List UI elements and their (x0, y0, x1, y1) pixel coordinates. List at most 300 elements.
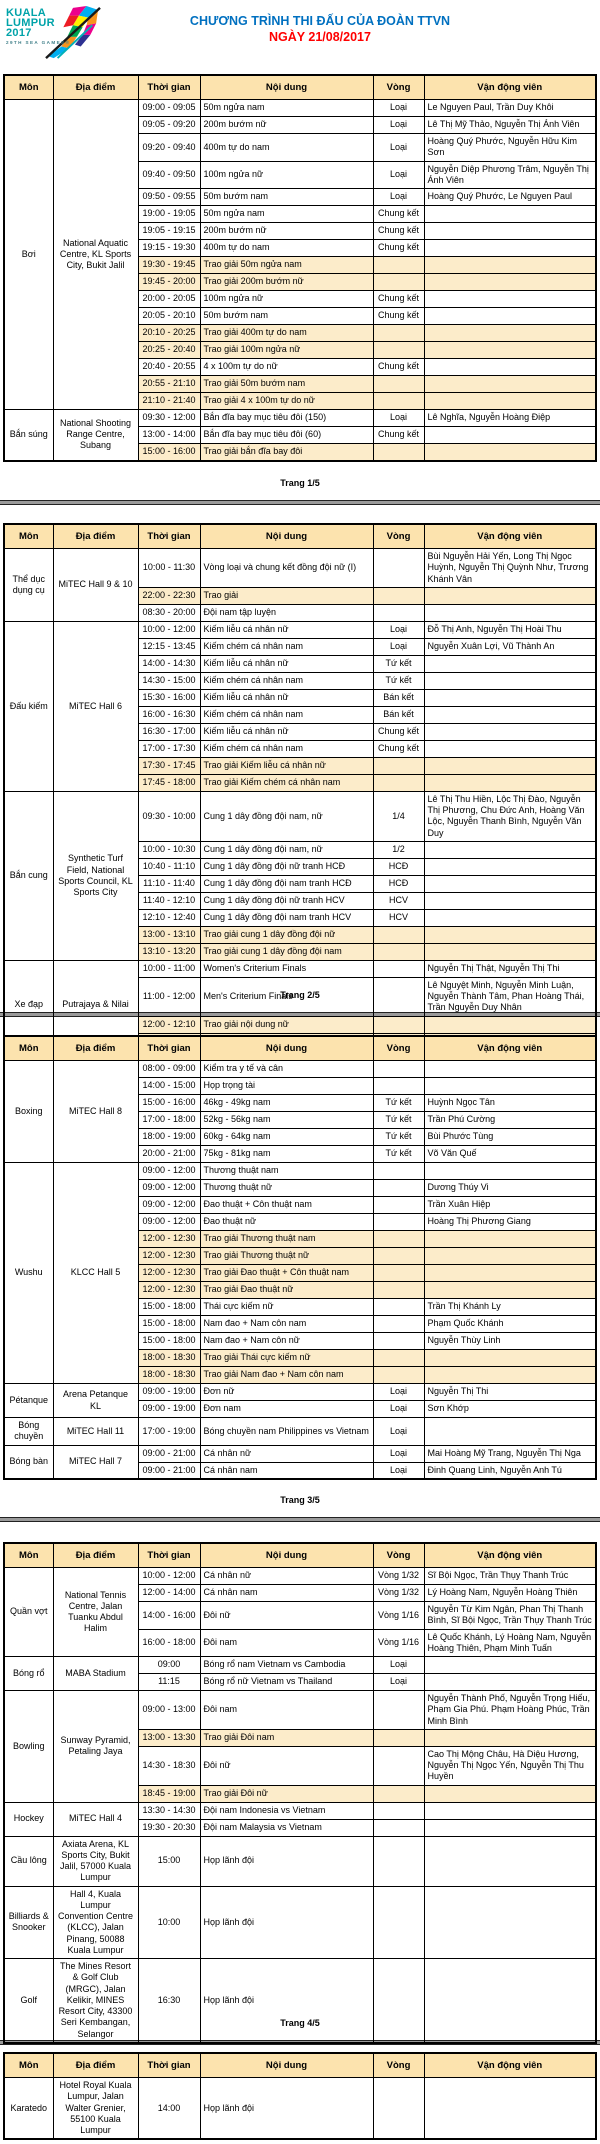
venue-cell: Hotel Royal Kuala Lumpur, Jalan Walter Grenier, 55100 Kuala Lumpur (53, 2078, 138, 2140)
round-cell (373, 325, 424, 342)
time-cell: 20:55 - 21:10 (138, 376, 200, 393)
event-cell: Họp lãnh đội (200, 1836, 373, 1886)
event-cell: Trao giải bắn đĩa bay đôi (200, 444, 373, 461)
athletes-cell: Đinh Quang Linh, Nguyễn Anh Tú (424, 1462, 596, 1479)
round-cell: Chung kết (373, 206, 424, 223)
time-cell: 10:00 - 10:30 (138, 841, 200, 858)
round-cell (373, 1163, 424, 1180)
time-cell: 10:00 - 12:00 (138, 1568, 200, 1585)
time-cell: 09:00 - 12:00 (138, 1163, 200, 1180)
time-cell: 19:30 - 19:45 (138, 257, 200, 274)
athletes-cell (424, 325, 596, 342)
time-cell: 12:15 - 13:45 (138, 638, 200, 655)
round-cell: Loại (373, 1418, 424, 1446)
athletes-cell (424, 892, 596, 909)
sport-cell: Golf (4, 1959, 53, 2043)
event-cell: 100m ngửa nữ (200, 291, 373, 308)
athletes-cell: Lý Hoàng Nam, Nguyễn Hoàng Thiên (424, 1585, 596, 1602)
venue-cell: MiTEC Hall 9 & 10 (53, 549, 138, 622)
round-cell (373, 1350, 424, 1367)
header-row (4, 2053, 596, 2078)
time-cell: 13:00 - 13:30 (138, 1729, 200, 1746)
time-cell: 21:10 - 21:40 (138, 393, 200, 410)
event-cell: Bóng rổ nữ Vietnam vs Thailand (200, 1674, 373, 1691)
schedule-table-1 (3, 74, 597, 462)
round-cell: Chung kết (373, 308, 424, 325)
time-cell: 12:00 - 12:30 (138, 1231, 200, 1248)
event-cell: Cung 1 dây đồng đội nam, nữ (200, 841, 373, 858)
round-cell (373, 1316, 424, 1333)
column-header: Môn (4, 2053, 53, 2078)
sport-cell: Karatedo (4, 2078, 53, 2140)
time-cell: 10:00 - 12:00 (138, 621, 200, 638)
pages-container (0, 72, 600, 2144)
event-cell: 50m bướm nam (200, 189, 373, 206)
athletes-cell (424, 841, 596, 858)
time-cell: 20:00 - 20:05 (138, 291, 200, 308)
round-cell (373, 1746, 424, 1785)
table-row (4, 1384, 596, 1401)
athletes-cell (424, 1674, 596, 1691)
athletes-cell (424, 1418, 596, 1446)
schedule-table-2 (3, 523, 597, 1051)
round-cell (373, 393, 424, 410)
round-cell: Loại (373, 161, 424, 189)
time-cell: 15:00 - 16:00 (138, 444, 200, 461)
sport-cell: Bắn súng (4, 410, 53, 461)
time-cell: 09:05 - 09:20 (138, 117, 200, 134)
event-cell: Trao giải Thương thuật nữ (200, 1248, 373, 1265)
time-cell: 11:15 (138, 1674, 200, 1691)
round-cell (373, 1180, 424, 1197)
table-row (4, 1568, 596, 1585)
event-cell: Trao giải Đao thuật + Côn thuật nam (200, 1265, 373, 1282)
event-cell: Men's Criterium Finals (200, 977, 373, 1016)
event-cell: Trao giải (200, 587, 373, 604)
time-cell: 13:00 - 13:10 (138, 926, 200, 943)
event-cell: Đơn nữ (200, 1384, 373, 1401)
round-cell (373, 1819, 424, 1836)
event-cell: Trao giải 100m ngửa nữ (200, 342, 373, 359)
athletes-cell: Trần Phú Cường (424, 1112, 596, 1129)
event-cell: Trao giải Đao thuật nữ (200, 1282, 373, 1299)
event-cell: Họp lãnh đội (200, 2078, 373, 2140)
round-cell: Chung kết (373, 240, 424, 257)
athletes-cell: Hoàng Thị Phương Giang (424, 1214, 596, 1231)
column-header: Địa điểm (53, 1543, 138, 1568)
event-cell: Đôi nữ (200, 1602, 373, 1630)
schedule-page-1 (0, 72, 600, 500)
athletes-cell: Le Nguyen Paul, Trần Duy Khôi (424, 100, 596, 117)
athletes-cell (424, 223, 596, 240)
time-cell: 15:00 - 18:00 (138, 1299, 200, 1316)
event-cell: 400m tự do nam (200, 240, 373, 257)
athletes-cell (424, 1078, 596, 1095)
logo-line3: 2017 (6, 27, 32, 39)
sport-cell: Bóng rổ (4, 1657, 53, 1691)
athletes-cell (424, 240, 596, 257)
event-cell: Trao giải 400m tự do nam (200, 325, 373, 342)
athletes-cell (424, 587, 596, 604)
round-cell: Chung kết (373, 427, 424, 444)
athletes-cell (424, 291, 596, 308)
round-cell (373, 1299, 424, 1316)
event-cell: Trao giải 50m ngửa nam (200, 257, 373, 274)
time-cell: 12:00 - 12:30 (138, 1265, 200, 1282)
time-cell: 16:00 - 18:00 (138, 1629, 200, 1657)
round-cell: Loại (373, 410, 424, 427)
event-cell: Đội nam tập luyện (200, 604, 373, 621)
round-cell: Vòng 1/32 (373, 1585, 424, 1602)
event-cell: Thái cực kiếm nữ (200, 1299, 373, 1316)
athletes-cell: Nguyễn Thị Thi (424, 1384, 596, 1401)
athletes-cell (424, 943, 596, 960)
time-cell: 09:00 (138, 1657, 200, 1674)
sport-cell: Bơi (4, 100, 53, 410)
round-cell (373, 943, 424, 960)
column-header: Vòng (373, 2053, 424, 2078)
athletes-cell: Lê Nghĩa, Nguyễn Hoàng Điệp (424, 410, 596, 427)
event-cell: Vòng loại và chung kết đồng đội nữ (I) (200, 549, 373, 588)
time-cell: 17:45 - 18:00 (138, 774, 200, 791)
athletes-cell (424, 359, 596, 376)
event-cell: Cung 1 dây đồng đội nam tranh HCĐ (200, 875, 373, 892)
round-cell: Vòng 1/32 (373, 1568, 424, 1585)
athletes-cell (424, 672, 596, 689)
column-header: Nội dung (200, 1543, 373, 1568)
time-cell: 19:30 - 20:30 (138, 1819, 200, 1836)
time-cell: 18:00 - 18:30 (138, 1350, 200, 1367)
logo-line1: KUALA (6, 7, 46, 19)
athletes-cell: Trần Xuân Hiệp (424, 1197, 596, 1214)
time-cell: 17:30 - 17:45 (138, 757, 200, 774)
table-row (4, 410, 596, 427)
athletes-cell (424, 342, 596, 359)
athletes-cell: Nguyễn Xuân Lợi, Vũ Thành An (424, 638, 596, 655)
venue-cell: The Mines Resort & Golf Club (MRGC), Jalan Kelikir, MINES Resort City, 43300 Seri Kembangan, Selangor (53, 1959, 138, 2043)
time-cell: 10:40 - 11:10 (138, 858, 200, 875)
athletes-cell (424, 655, 596, 672)
athletes-cell: Hoàng Quý Phước, Nguyễn Hữu Kim Sơn (424, 134, 596, 162)
round-cell: HCV (373, 909, 424, 926)
round-cell: Tứ kết (373, 672, 424, 689)
column-header: Môn (4, 1036, 53, 1061)
athletes-cell: Nguyễn Thị Thật, Nguyễn Thị Thi (424, 960, 596, 977)
round-cell: Loại (373, 621, 424, 638)
event-cell: 200m bướm nữ (200, 117, 373, 134)
athletes-cell (424, 1265, 596, 1282)
event-cell: Trao giải cung 1 dây đồng đội nữ (200, 926, 373, 943)
column-header: Địa điểm (53, 2053, 138, 2078)
round-cell (373, 376, 424, 393)
document-header (0, 0, 600, 72)
table-row (4, 100, 596, 117)
athletes-cell: Sơn Khớp (424, 1401, 596, 1418)
athletes-cell (424, 858, 596, 875)
athletes-cell (424, 1886, 596, 1959)
event-cell: Thương thuật nữ (200, 1180, 373, 1197)
time-cell: 13:00 - 14:00 (138, 427, 200, 444)
document-date: NGÀY 21/08/2017 (269, 30, 371, 44)
table-row (4, 549, 596, 588)
event-cell: Đao thuật nữ (200, 1214, 373, 1231)
event-cell: Kiếm liễu cá nhân nữ (200, 723, 373, 740)
table-row (4, 1657, 596, 1674)
athletes-cell (424, 875, 596, 892)
round-cell (373, 1265, 424, 1282)
schedule-page-5 (0, 2045, 600, 2144)
athletes-cell: Lê Thị Thu Hiền, Lộc Thị Đào, Nguyễn Thị Phương, Chu Đức Anh, Hoàng Văn Lộc, Nguyễn Thanh Bình, Nguyễn Văn Duy (424, 791, 596, 841)
event-cell: Nam đao + Nam côn nữ (200, 1333, 373, 1350)
venue-cell: Hall 4, Kuala Lumpur Convention Centre (KLCC), Jalan Pinang, 50088 Kuala Lumpur (53, 1886, 138, 1959)
venue-cell: KLCC Hall 5 (53, 1163, 138, 1384)
time-cell: 10:00 - 11:00 (138, 960, 200, 977)
sport-cell: Billiards & Snooker (4, 1886, 53, 1959)
event-cell: Trao giải cung 1 dây đồng đội nam (200, 943, 373, 960)
athletes-cell (424, 774, 596, 791)
athletes-cell (424, 1785, 596, 1802)
event-cell: 75kg - 81kg nam (200, 1146, 373, 1163)
round-cell (373, 1691, 424, 1730)
round-cell (373, 1367, 424, 1384)
venue-cell: Axiata Arena, KL Sports City, Bukit Jalil, 57000 Kuala Lumpur (53, 1836, 138, 1886)
time-cell: 08:30 - 20:00 (138, 604, 200, 621)
round-cell: Loại (373, 134, 424, 162)
event-cell: Kiếm chém cá nhân nam (200, 706, 373, 723)
athletes-cell: Mai Hoàng Mỹ Trang, Nguyễn Thị Nga (424, 1445, 596, 1462)
athletes-cell: Bùi Phước Tùng (424, 1129, 596, 1146)
logo-text (6, 8, 126, 38)
athletes-cell: Đỗ Thị Anh, Nguyễn Thị Hoài Thu (424, 621, 596, 638)
athletes-cell (424, 1729, 596, 1746)
athletes-cell: Lê Nguyệt Minh, Nguyễn Minh Luận, Nguyễn Thành Tâm, Phan Hoàng Thái, Trần Nguyễn Duy Nhân (424, 977, 596, 1016)
athletes-cell (424, 706, 596, 723)
event-cell: 60kg - 64kg nam (200, 1129, 373, 1146)
column-header: Nội dung (200, 2053, 373, 2078)
round-cell: Loại (373, 189, 424, 206)
athletes-cell: Nguyễn Diệp Phương Trâm, Nguyễn Thị Ánh Viên (424, 161, 596, 189)
event-cell: 400m tự do nam (200, 134, 373, 162)
venue-cell: National Aquatic Centre, KL Sports City, Bukit Jalil (53, 100, 138, 410)
round-cell: Chung kết (373, 223, 424, 240)
event-cell: Trao giải 4 x 100m tự do nữ (200, 393, 373, 410)
table-row (4, 1802, 596, 1819)
athletes-cell (424, 1959, 596, 2043)
time-cell: 09:00 - 12:00 (138, 1197, 200, 1214)
athletes-cell: Võ Văn Quế (424, 1146, 596, 1163)
venue-cell: MABA Stadium (53, 1657, 138, 1691)
event-cell: Trao giải Đôi nam (200, 1729, 373, 1746)
time-cell: 09:00 - 21:00 (138, 1445, 200, 1462)
time-cell: 18:00 - 19:00 (138, 1129, 200, 1146)
time-cell: 09:00 - 09:05 (138, 100, 200, 117)
time-cell: 12:00 - 12:10 (138, 1016, 200, 1033)
event-cell: Trao giải Thái cực kiếm nữ (200, 1350, 373, 1367)
page-number: Trang 4/5 (280, 2018, 320, 2028)
event-cell: Bóng rổ nam Vietnam vs Cambodia (200, 1657, 373, 1674)
athletes-cell (424, 1350, 596, 1367)
round-cell (373, 1282, 424, 1299)
round-cell (373, 444, 424, 461)
table-row (4, 1886, 596, 1959)
schedule-table-5 (3, 2052, 597, 2140)
event-cell: Women's Criterium Finals (200, 960, 373, 977)
athletes-cell: Dương Thúy Vi (424, 1180, 596, 1197)
page-number: Trang 1/5 (280, 478, 320, 488)
round-cell (373, 342, 424, 359)
venue-cell: Synthetic Turf Field, National Sports Council, KL Sports City (53, 791, 138, 960)
column-header: Môn (4, 75, 53, 100)
event-cell: Trao giải Kiếm chém cá nhân nam (200, 774, 373, 791)
round-cell: Loại (373, 638, 424, 655)
round-cell (373, 604, 424, 621)
round-cell: Chung kết (373, 291, 424, 308)
athletes-cell (424, 740, 596, 757)
round-cell: Chung kết (373, 359, 424, 376)
round-cell: 1/4 (373, 791, 424, 841)
header-row (4, 524, 596, 549)
event-cell: 52kg - 56kg nam (200, 1112, 373, 1129)
sport-cell: Xe đạp (4, 960, 53, 1050)
athletes-cell (424, 689, 596, 706)
athletes-cell: Nguyễn Thùy Linh (424, 1333, 596, 1350)
time-cell: 15:00 - 18:00 (138, 1316, 200, 1333)
time-cell: 16:30 - 17:00 (138, 723, 200, 740)
round-cell (373, 1078, 424, 1095)
column-header: Vận động viên (424, 75, 596, 100)
event-cell: Cá nhân nam (200, 1462, 373, 1479)
time-cell: 12:10 - 12:40 (138, 909, 200, 926)
column-header: Thời gian (138, 75, 200, 100)
time-cell: 19:00 - 19:05 (138, 206, 200, 223)
schedule-table-4 (3, 1542, 597, 2044)
column-header: Vòng (373, 1036, 424, 1061)
event-cell: 46kg - 49kg nam (200, 1095, 373, 1112)
time-cell: 12:00 - 12:30 (138, 1248, 200, 1265)
round-cell: Bán kết (373, 706, 424, 723)
event-cell: 4 x 100m tự do nữ (200, 359, 373, 376)
round-cell (373, 1231, 424, 1248)
table-row (4, 791, 596, 841)
event-cell: Đội nam Indonesia vs Vietnam (200, 1802, 373, 1819)
time-cell: 20:05 - 20:10 (138, 308, 200, 325)
schedule-page-4 (0, 1522, 600, 2040)
time-cell: 20:10 - 20:25 (138, 325, 200, 342)
venue-cell: Putrajaya & Nilai (53, 960, 138, 1050)
round-cell: Vòng 1/16 (373, 1602, 424, 1630)
sport-cell: Bowling (4, 1691, 53, 1803)
event-cell: Cá nhân nữ (200, 1445, 373, 1462)
time-cell: 18:00 - 18:30 (138, 1367, 200, 1384)
time-cell: 11:00 - 12:00 (138, 977, 200, 1016)
round-cell (373, 1333, 424, 1350)
time-cell: 13:10 - 13:20 (138, 943, 200, 960)
event-cell: Bắn đĩa bay mục tiêu đôi (60) (200, 427, 373, 444)
round-cell (373, 1214, 424, 1231)
event-cell: Họp lãnh đội (200, 1959, 373, 2043)
page-number: Trang 3/5 (280, 1495, 320, 1505)
column-header: Thời gian (138, 524, 200, 549)
athletes-cell (424, 1163, 596, 1180)
round-cell (373, 757, 424, 774)
event-cell: Trao giải Nam đao + Nam côn nam (200, 1367, 373, 1384)
round-cell: HCĐ (373, 875, 424, 892)
athletes-cell (424, 308, 596, 325)
athletes-cell: Bùi Nguyễn Hải Yến, Long Thị Ngọc Huỳnh, Nguyễn Thị Quỳnh Như, Trương Khánh Vân (424, 549, 596, 588)
athletes-cell (424, 2078, 596, 2140)
event-cell: Họp trọng tài (200, 1078, 373, 1095)
table-row (4, 1061, 596, 1078)
time-cell: 16:30 (138, 1959, 200, 2043)
event-cell: Cung 1 dây đồng đội nam tranh HCV (200, 909, 373, 926)
athletes-cell: Lê Quốc Khánh, Lý Hoàng Nam, Nguyễn Hoàng Thiên, Phạm Minh Tuấn (424, 1629, 596, 1657)
athletes-cell (424, 1802, 596, 1819)
athletes-cell (424, 1231, 596, 1248)
athletes-cell: Cao Thị Mộng Châu, Hà Diệu Hương, Nguyễn Thị Ngọc Yến, Nguyễn Thị Thu Huyền (424, 1746, 596, 1785)
athletes-cell (424, 1367, 596, 1384)
sport-cell: Pétanque (4, 1384, 53, 1418)
round-cell: Tứ kết (373, 1129, 424, 1146)
round-cell (373, 1802, 424, 1819)
round-cell: Loại (373, 1674, 424, 1691)
time-cell: 17:00 - 18:00 (138, 1112, 200, 1129)
time-cell: 20:25 - 20:40 (138, 342, 200, 359)
athletes-cell (424, 723, 596, 740)
time-cell: 09:00 - 21:00 (138, 1462, 200, 1479)
sport-cell: Cầu lông (4, 1836, 53, 1886)
venue-cell: Arena Petanque KL (53, 1384, 138, 1418)
event-cell: Kiếm liễu cá nhân nữ (200, 655, 373, 672)
athletes-cell (424, 1248, 596, 1265)
round-cell: Chung kết (373, 723, 424, 740)
round-cell: Loại (373, 1384, 424, 1401)
time-cell: 14:00 - 16:00 (138, 1602, 200, 1630)
athletes-cell (424, 909, 596, 926)
venue-cell: MiTEC Hall 8 (53, 1061, 138, 1163)
header-row (4, 1543, 596, 1568)
event-cell: 50m ngửa nam (200, 100, 373, 117)
time-cell: 18:45 - 19:00 (138, 1785, 200, 1802)
event-cell: Đôi nam (200, 1629, 373, 1657)
venue-cell: MiTEC Hall 6 (53, 621, 138, 791)
time-cell: 09:40 - 09:50 (138, 161, 200, 189)
schedule-table-3 (3, 1035, 597, 1480)
time-cell: 20:40 - 20:55 (138, 359, 200, 376)
venue-cell: National Shooting Range Centre, Subang (53, 410, 138, 461)
column-header: Vận động viên (424, 2053, 596, 2078)
round-cell: Loại (373, 100, 424, 117)
time-cell: 12:00 - 14:00 (138, 1585, 200, 1602)
round-cell: Loại (373, 117, 424, 134)
column-header: Địa điểm (53, 1036, 138, 1061)
round-cell: HCĐ (373, 858, 424, 875)
schedule-page-3 (0, 1017, 600, 1517)
event-cell: Đội nam Malaysia vs Vietnam (200, 1819, 373, 1836)
event-cell: Đôi nữ (200, 1746, 373, 1785)
event-cell: 200m bướm nữ (200, 223, 373, 240)
athletes-cell (424, 274, 596, 291)
schedule-page-2 (0, 505, 600, 1029)
athletes-cell: Hoàng Quý Phước, Le Nguyen Paul (424, 189, 596, 206)
event-cell: Họp lãnh đội (200, 1886, 373, 1959)
round-cell (373, 1197, 424, 1214)
sport-cell: Quần vợt (4, 1568, 53, 1657)
column-header: Thời gian (138, 2053, 200, 2078)
round-cell: Loại (373, 1657, 424, 1674)
athletes-cell: Lê Thị Mỹ Thảo, Nguyễn Thị Ánh Viên (424, 117, 596, 134)
column-header: Thời gian (138, 1543, 200, 1568)
athletes-cell: Sĩ Bội Ngọc, Trần Thụy Thanh Trúc (424, 1568, 596, 1585)
